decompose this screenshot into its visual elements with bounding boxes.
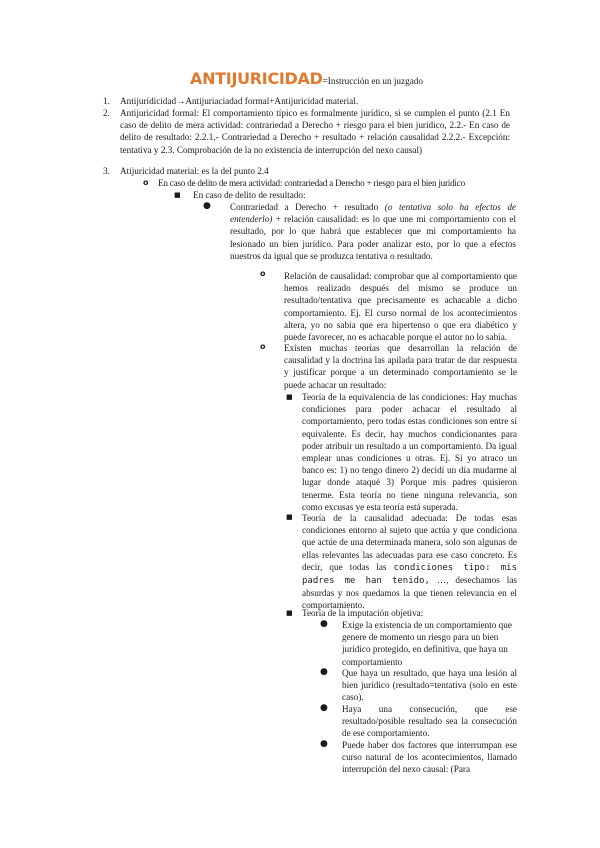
item-number: 1. (103, 96, 110, 106)
teoria-causalidad-adecuada (302, 512, 517, 612)
contrariedad-text-b: + relación causalidad: es lo que une mi comportamiento con el resultado, por lo que habrá que establecer que mi comportamiento ha lesionado un bien jurídico. Para poder analizar esto, por lo que a efectos nuestros da igual que se produzca tentativa o resultado. (230, 214, 516, 261)
title-subtitle: =Instrucción en un juzgado (322, 76, 423, 86)
circle-bullet-icon: o (260, 269, 266, 278)
disc-bullet-icon: ● (203, 201, 211, 211)
disc-bullet-icon: ● (320, 619, 328, 629)
adecuada-text-b: desechamos las absurdas y nos quedamos la que tienen relevancia en el comportamiento. (302, 575, 517, 611)
teoria-equivalencia-text: Teoría de la equivalencia de las condiciones: Hay muchas condiciones para poder achacar el resultado al comportamiento, pero todas estas condiciones son entre sí equivalente. Es decir, hay muchos condicionantes para poder atribuir un resultado a un comportamiento. Da igual emplear unas condiciones u otras. Ej. Si yo atraco un banco es: 1) no tengo dinero 2) decidí un día mudarme al lugar donde ataqué 3) Porque mis padres quisieron tenerme. Esta teoría no tiene ninguna relevancia, son como excusas ye esta teoría está superada. (302, 392, 517, 512)
square-bullet-icon: ■ (286, 393, 293, 401)
haya-resultado-text: Que haya un resultado, que haya una lesión al bien jurídico (resultado=tentativa (solo en este caso). (342, 668, 517, 703)
item-number: 2. (103, 108, 110, 118)
item-3-text: Atijuricidad material: es la del punto 2.4 (120, 166, 269, 176)
disc-bullet-icon: ● (320, 667, 328, 677)
title-main: ANTIJURICIDAD (190, 69, 323, 88)
page-title (190, 69, 423, 88)
dos-factores-text: Puede haber dos factores que interrumpan ese curso natural de los acontecimientos, llamado interrupción del nexo causal: (Para (342, 740, 517, 775)
mera-actividad-text: En caso de delito de mera actividad: contrariedad a Derecho + riesgo para el bien jurídico (158, 178, 465, 188)
circle-bullet-icon: o (143, 178, 149, 187)
teoria-imputacion-text: Teoría de la imputación objetiva: (302, 608, 424, 618)
square-bullet-icon: ■ (286, 609, 293, 617)
teorias-text: Existen muchas teorías que desarrollan la relación de causalidad y la doctrina las apilada para tratar de dar respuesta y justificar porque a un determinado comportamiento se le puede achacar un resultado: (284, 343, 517, 390)
contrariedad-italic: (o tentativa solo ha efectos de entenderlo) (230, 202, 517, 225)
disc-bullet-icon: ● (320, 739, 328, 749)
resultado-text: En caso de delito de resultado: (193, 190, 306, 200)
adecuada-dots: …, (436, 575, 449, 586)
contrariedad-paragraph (230, 201, 516, 262)
adecuada-text-a: Teoría de la causalidad adecuada: De todas esas condiciones entorno al sujeto que actúa y que condiciona que actúe de una determinada manera, solo son algunas de ellas relevantes las adecuadas para ese caso concreto. Es decir, que todas las (302, 513, 517, 572)
contrariedad-text-a: Contrariedad a Derecho + resultado (230, 202, 379, 212)
square-bullet-icon: ■ (174, 191, 181, 199)
relacion-causalidad-text: Relación de causalidad: comprobar que al comportamiento que hemos realizado después del mismo se produce un resultado/tentativa que precisamente es achacable a dicho comportamiento. Ej. El curso normal de los acontecimientos altera, yo no sabía que era hipertenso o que era diabético y puede favorecer, no es achacable porque el autor no lo sabía. (284, 271, 517, 343)
exige-text: Exige la existencia de un comportamiento que genere de momento un riesgo para un bien jurídico protegido, en definitiva, que haya un comportamiento (342, 620, 512, 667)
square-bullet-icon: ■ (286, 513, 293, 521)
circle-bullet-icon: o (260, 342, 266, 351)
item-2-text: Antijuricidad formal: El comportamiento típico es formalmente jurídico, si se cumplen el punto (2.1 En caso de delito de mera actividad: contrariedad a Derecho + riesgo para el bien jurídico, 2.2.- En caso de delito de resultado: 2.2.1.- Contrariedad a Derecho + resultado + relación causalidad 2.2.2.- Excepción: tentativa y 2.3. Comprobación de la no existencia de interrupción del nexo causal) (120, 108, 510, 155)
adecuada-mono-text: condiciones tipo: mis padres me han tenido, (302, 562, 518, 587)
item-number: 3. (103, 166, 110, 176)
disc-bullet-icon: ● (320, 703, 328, 713)
item-1-text: Antijurídicidad→Antijuriaciadad formal+Antijuricidad material. (120, 96, 359, 106)
consecucion-text: Haya una consecución, que ese resultado/posible resultado sea la consecución de ese comportamiento. (342, 704, 517, 739)
